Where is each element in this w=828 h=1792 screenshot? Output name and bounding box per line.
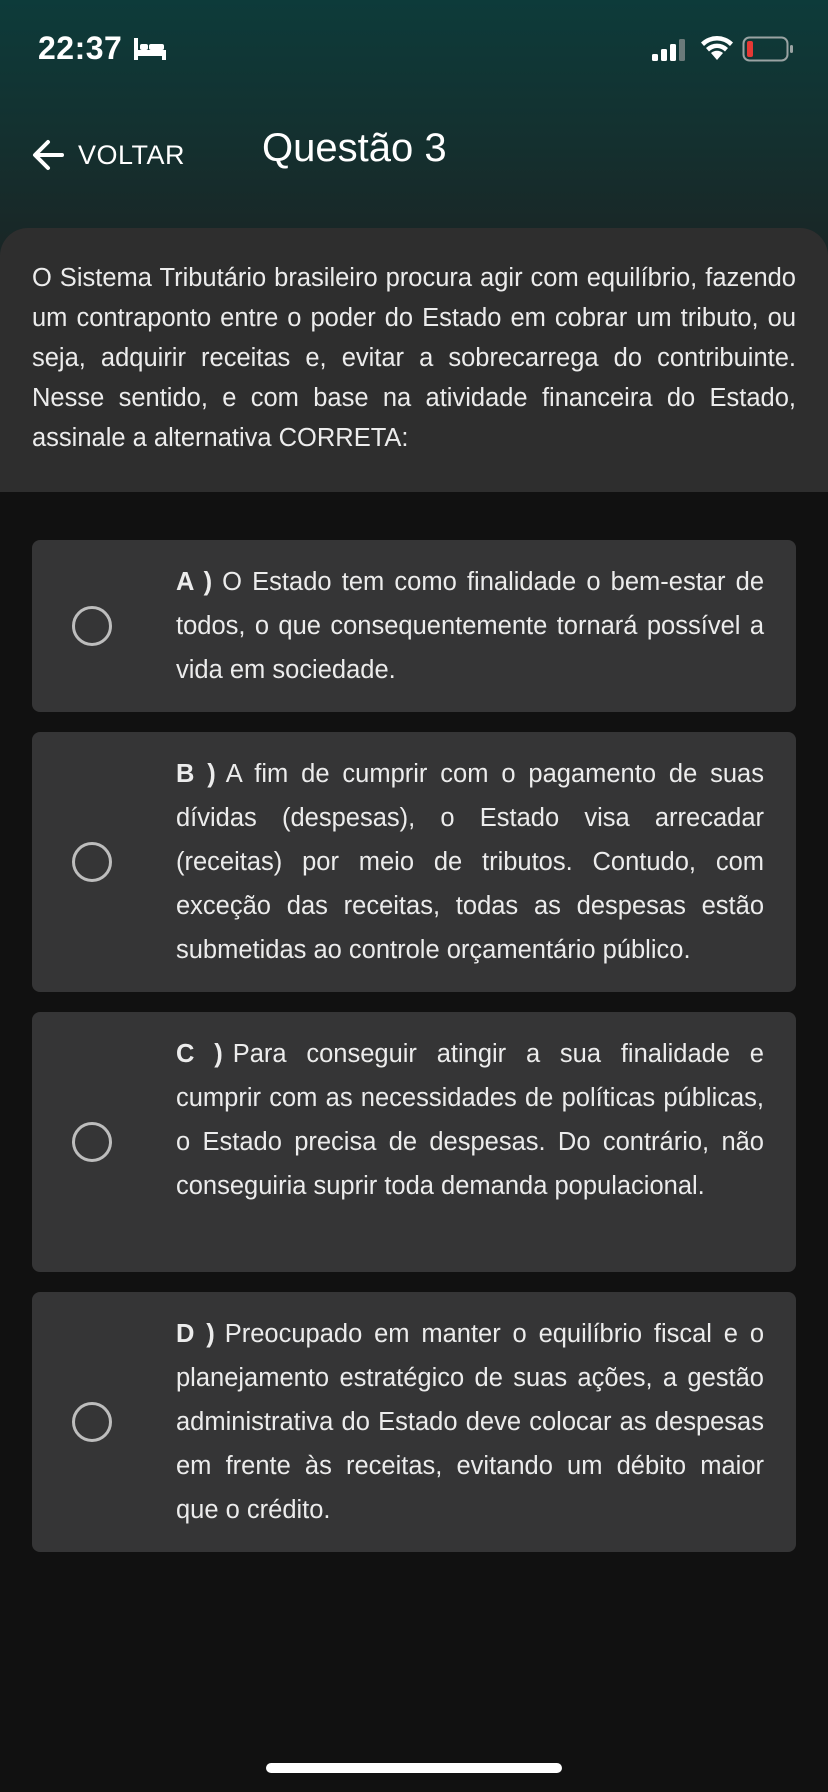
status-time: 22:37 xyxy=(38,30,123,66)
battery-low-icon xyxy=(742,36,794,62)
option-d-label: Preocupado em manter o equilíbrio fiscal e o planejamento estratégico de suas ações, a gestão administrativa do Estado deve colocar as despesas em frente às receitas, evitando um débito maior que o crédito. xyxy=(176,1320,765,1524)
option-a[interactable] xyxy=(32,540,796,712)
option-a-text xyxy=(176,560,764,692)
option-b-letter: B ) xyxy=(176,760,216,788)
option-a-letter: A ) xyxy=(176,568,213,596)
question-card xyxy=(0,228,828,492)
question-text: O Sistema Tributário brasileiro procura agir com equilíbrio, fazendo um contraponto entre o poder do Estado em cobrar um tributo, ou seja, adquirir receitas e, evitar a sobrecarrega do contribuinte. Nesse sentido, e com base na atividade financeira do Estado, assinale a alternativa CORRETA: xyxy=(32,264,796,452)
option-b-text xyxy=(176,752,764,972)
radio-button-a[interactable] xyxy=(72,606,112,646)
option-c[interactable] xyxy=(32,1012,796,1272)
radio-button-b[interactable] xyxy=(72,842,112,882)
back-button[interactable] xyxy=(28,130,185,180)
option-c-label: Para conseguir atingir a sua finalidade e cumprir com as necessidades de políticas públicas, o Estado precisa de despesas. Do contrário, não conseguiria suprir toda demanda populacional. xyxy=(176,1040,764,1200)
navigation-bar xyxy=(0,110,828,200)
option-c-text xyxy=(176,1032,764,1208)
back-label: VOLTAR xyxy=(78,139,186,170)
option-b[interactable] xyxy=(32,732,796,992)
status-bar xyxy=(0,0,828,100)
option-a-label: O Estado tem como finalidade o bem-estar de todos, o que consequentemente tornará possível a vida em sociedade. xyxy=(176,568,765,684)
bed-icon xyxy=(132,36,168,62)
wifi-icon xyxy=(700,34,734,62)
arrow-left-icon xyxy=(28,135,68,175)
page-title: Questão 3 xyxy=(262,126,447,170)
cellular-signal-icon xyxy=(650,38,690,62)
radio-button-d[interactable] xyxy=(72,1402,112,1442)
home-indicator[interactable] xyxy=(266,1763,562,1773)
option-c-letter: C ) xyxy=(176,1040,223,1068)
option-d[interactable] xyxy=(32,1292,796,1552)
option-d-text xyxy=(176,1312,764,1532)
option-d-letter: D ) xyxy=(176,1320,215,1348)
option-b-label: A fim de cumprir com o pagamento de suas dívidas (despesas), o Estado visa arrecadar (receitas) por meio de tributos. Contudo, com exceção das receitas, todas as despesas estão submetidas ao controle orçamentário público. xyxy=(176,760,764,964)
radio-button-c[interactable] xyxy=(72,1122,112,1162)
